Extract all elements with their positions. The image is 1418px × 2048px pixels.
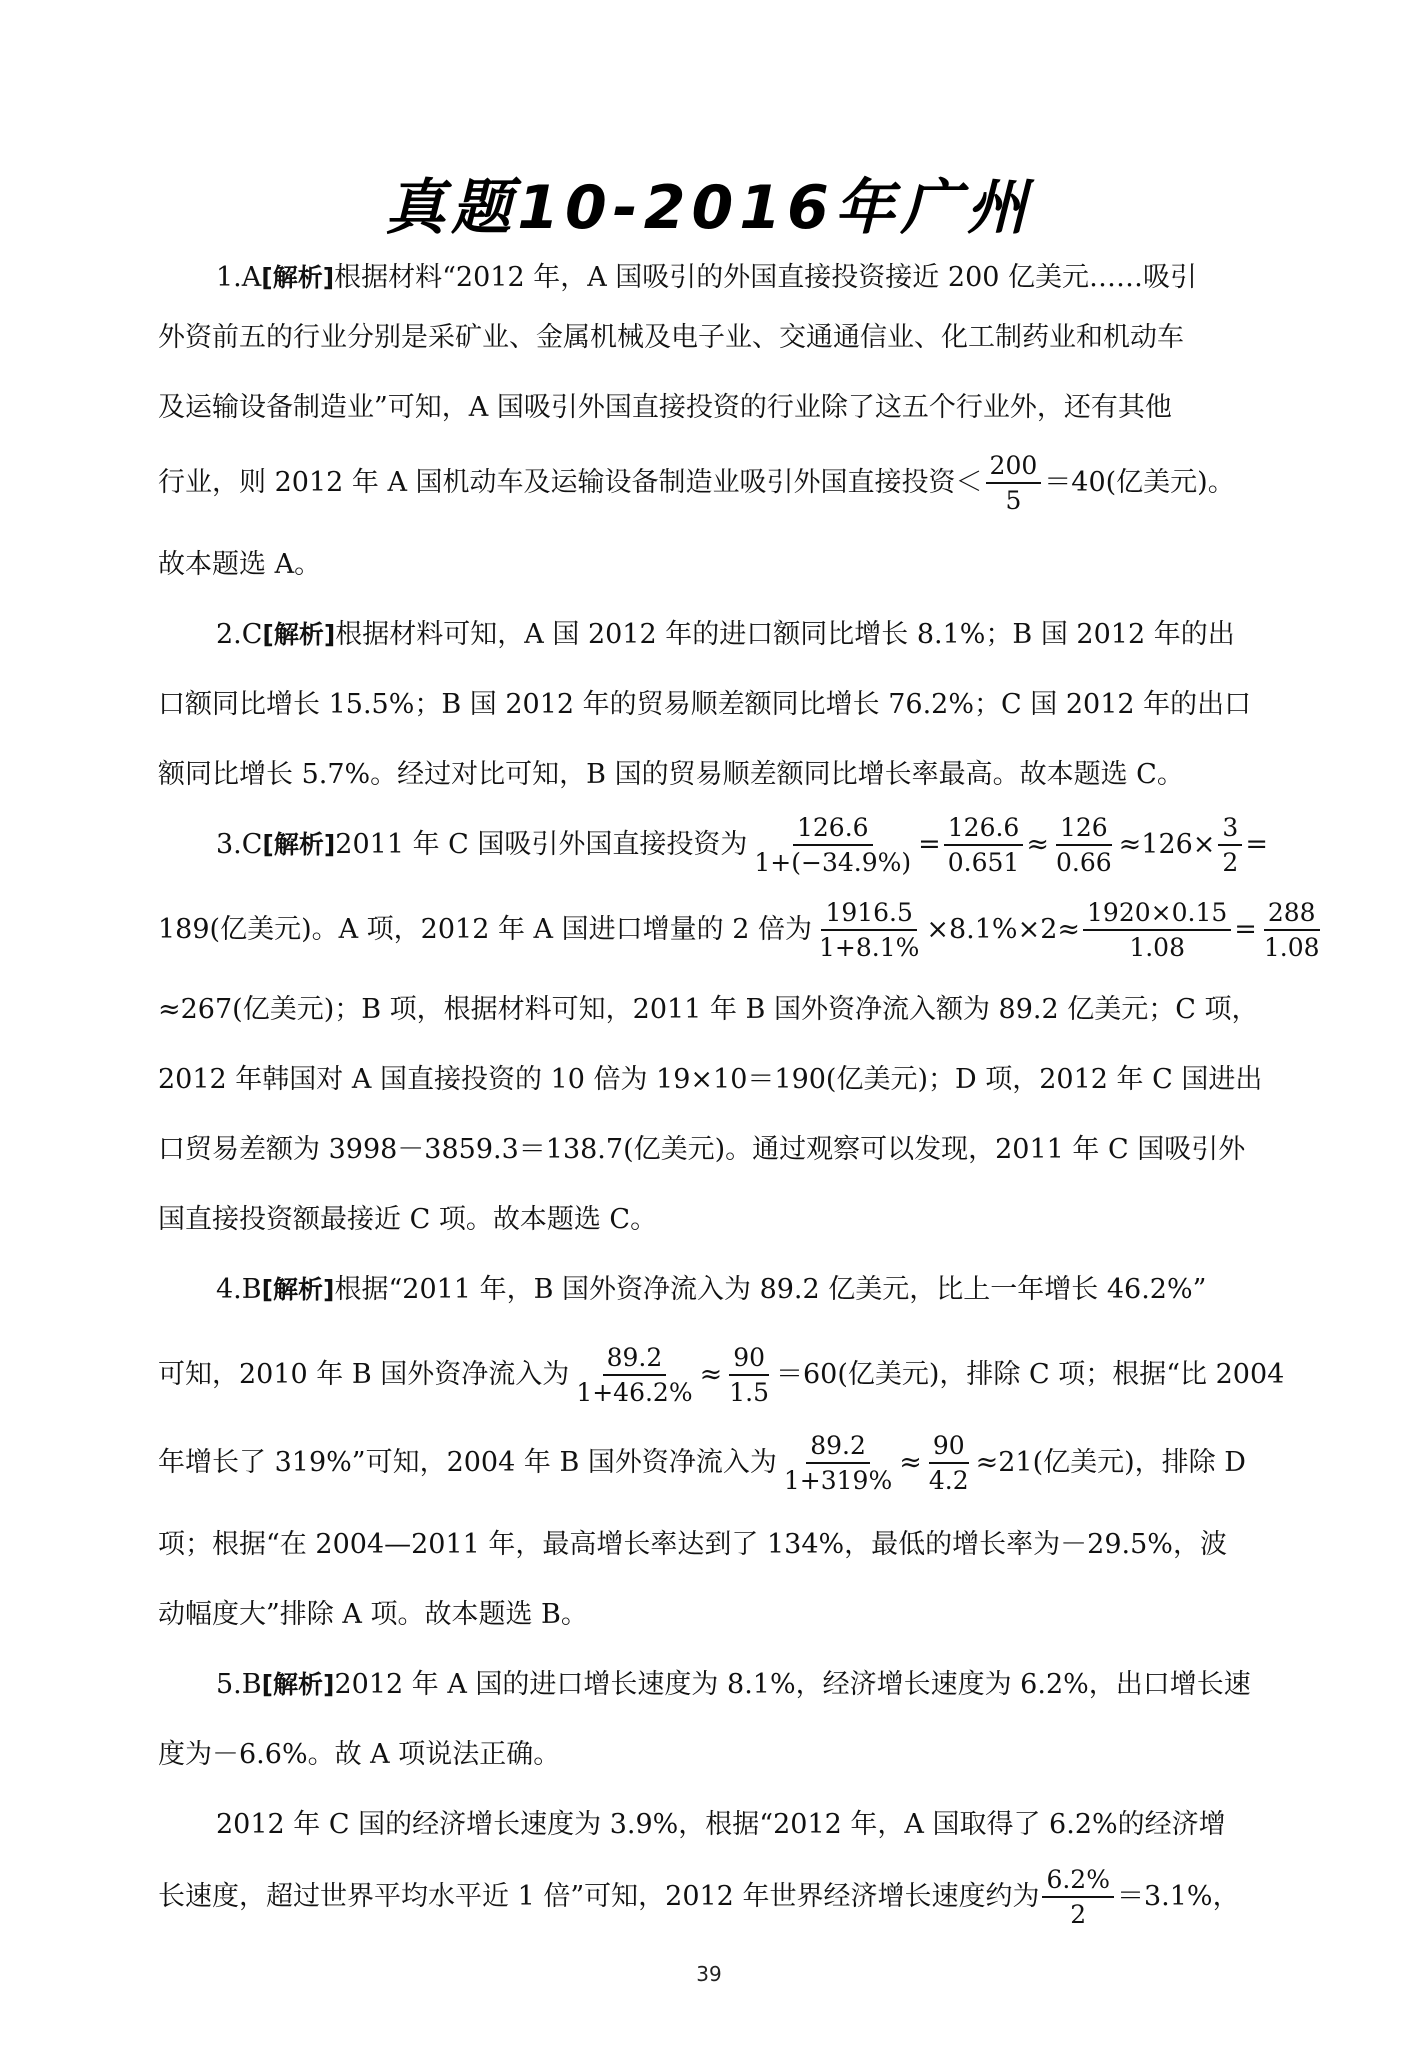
q2-line-1: 2.C [解析] 根据材料可知，A 国 2012 年的进口额同比增长 8.1%；B 国 2012 年的出 xyxy=(216,619,1235,650)
q3-line-2: 189(亿美元)。A 项，2012 年 A 国进口增量的 2 倍为 $\frac{1916.5}{1+8.1\%}$ ×8.1%×2≈ $\frac{1920\times 0.15}{1.08}$ = $\frac{288}{1.08}$ xyxy=(158,895,1273,965)
q1-line-1: 1.A[解析]根据材料“2012 年，A 国吸引的外国直接投资接近 200 亿美元……吸引 xyxy=(216,262,1198,293)
fraction: $\frac{1920\times 0.15}{1.08}$ xyxy=(1083,900,1231,960)
q1-line-3: 及运输设备制造业”可知，A 国吸引外国直接投资的行业除了这五个行业外，还有其他 xyxy=(158,392,1172,423)
page-number: 39 xyxy=(696,1962,722,1986)
q4-line-1: 4.B [解析] 根据“2011 年，B 国外资净流入为 89.2 亿美元，比上一年增长 46.2%” xyxy=(216,1274,1207,1305)
fraction: $\frac{90}{4.2}$ xyxy=(928,1431,969,1495)
fraction: $\frac{200}{5}$ xyxy=(986,453,1042,513)
fraction: $\frac{6.2\%}{2}$ xyxy=(1042,1867,1114,1927)
fraction: $\frac{1916.5}{1+8.1\%}$ xyxy=(819,898,920,962)
q4-line-3: 年增长了 319%”可知，2004 年 B 国外资净流入为 $\frac{89.2}{1+319\%}$ ≈ $\frac{90}{4.2}$ ≈21(亿美元)，排除 D xyxy=(158,1431,1246,1495)
fraction: $\frac{126}{0.66}$ xyxy=(1055,813,1112,877)
q3-line-5: 口贸易差额为 3998－3859.3＝138.7(亿美元)。通过观察可以发现，2011 年 C 国吸引外 xyxy=(158,1134,1246,1165)
p6-line-2: 长速度，超过世界平均水平近 1 倍”可知，2012 年世界经济增长速度约为 $\frac{6.2\%}{2}$ ＝3.1%， xyxy=(158,1865,1240,1929)
q1-line-5: 故本题选 A。 xyxy=(158,549,322,580)
fraction: $\frac{89.2}{1+319\%}$ xyxy=(783,1431,893,1495)
q3-line-3: ≈267(亿美元)；B 项，根据材料可知，2011 年 B 国外资净流入额为 89.2 亿美元；C 项， xyxy=(158,994,1259,1025)
p6-line-1: 2012 年 C 国的经济增长速度为 3.9%，根据“2012 年，A 国取得了 6.2%的经济增 xyxy=(216,1809,1226,1840)
q5-line-1: 5.B [解析] 2012 年 A 国的进口增长速度为 8.1%，经济增长速度为 6.2%，出口增长速 xyxy=(216,1669,1251,1700)
q4-line-4: 项；根据“在 2004—2011 年，最高增长率达到了 134%，最低的增长率为－29.5%，波 xyxy=(158,1529,1227,1560)
q2-line-2: 口额同比增长 15.5%；B 国 2012 年的贸易顺差额同比增长 76.2%；C 国 2012 年的出口 xyxy=(158,689,1252,720)
q4-line-5: 动幅度大”排除 A 项。故本题选 B。 xyxy=(158,1599,588,1630)
q3-line-4: 2012 年韩国对 A 国直接投资的 10 倍为 19×10＝190(亿美元)；D 项，2012 年 C 国进出 xyxy=(158,1064,1263,1095)
q1-line-2: 外资前五的行业分别是采矿业、金属机械及电子业、交通通信业、化工制药业和机动车 xyxy=(158,322,1184,353)
fraction: $\frac{90}{1.5}$ xyxy=(729,1343,769,1407)
page-title: 真题10-2016年广州 xyxy=(385,173,1033,243)
fraction: $\frac{89.2}{1+46.2\%}$ xyxy=(576,1343,693,1407)
fraction: $\frac{126.6}{1+(-34.9\%)}$ xyxy=(754,813,912,877)
fraction: $\frac{126.6}{0.651}$ xyxy=(944,815,1024,875)
q3-line-6: 国直接投资额最接近 C 项。故本题选 C。 xyxy=(158,1204,658,1235)
q2-line-3: 额同比增长 5.7%。经过对比可知，B 国的贸易顺差额同比增长率最高。故本题选 C。 xyxy=(158,759,1184,790)
q5-line-2: 度为－6.6%。故 A 项说法正确。 xyxy=(158,1739,561,1770)
fraction: $\frac{288}{1.08}$ xyxy=(1263,898,1320,962)
fraction: $\frac{3}{2}$ xyxy=(1218,815,1242,875)
q1-line-4: 行业，则 2012 年 A 国机动车及运输设备制造业吸引外国直接投资＜ $\frac{200}{5}$ ＝40(亿美元)。 xyxy=(158,451,1235,515)
q4-line-2: 可知，2010 年 B 国外资净流入为 $\frac{89.2}{1+46.2\%}$ ≈ $\frac{90}{1.5}$ ＝60(亿美元)，排除 C 项；根据“比 2004 xyxy=(158,1343,1285,1407)
q3-line-1: 3.C [解析] 2011 年 C 国吸引外国直接投资为 $\frac{126.6}{1+(-34.9\%)}$ = $\frac{126.6}{0.651}$ ≈ $\frac{126}{0.66}$ ≈126× $\frac{3}{2}$ = xyxy=(216,813,1268,877)
